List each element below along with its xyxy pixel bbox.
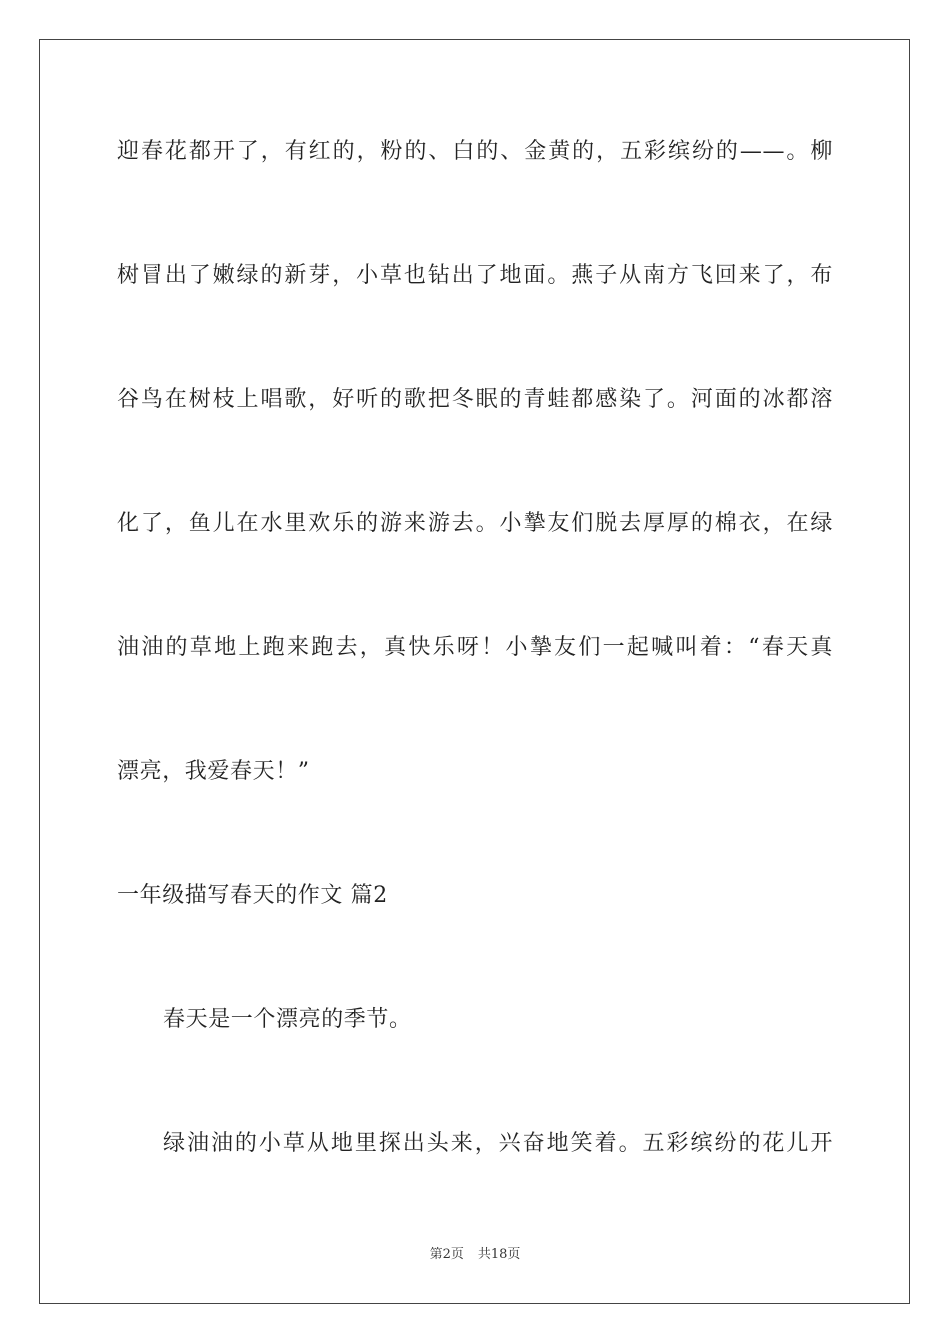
- page-footer: [0, 1246, 950, 1264]
- section-heading: 一年级描写春天的作文 篇2: [117, 883, 388, 908]
- paragraph-line: 谷鸟在树枝上唱歌，好听的歌把冬眠的青蛙都感染了。河面的冰都溶: [117, 387, 833, 412]
- paragraph-line: 油油的草地上跑来跑去，真快乐呀！小摯友们一起喊叫着：“春天真: [117, 635, 833, 660]
- paragraph-line: 化了，鱼儿在水里欢乐的游来游去。小摯友们脱去厚厚的棉衣，在绿: [117, 511, 833, 536]
- page-number: 第2页: [429, 1247, 464, 1262]
- paragraph-line: 漂亮，我爱春天！”: [117, 759, 310, 784]
- page-total: 共18页: [477, 1247, 521, 1262]
- paragraph-line: 绿油油的小草从地里探出头来，兴奋地笑着。五彩缤纷的花儿开: [163, 1131, 833, 1156]
- paragraph-line: 迎春花都开了，有红的，粉的、白的、金黄的，五彩缤纷的——。柳: [117, 139, 833, 164]
- paragraph-line: 春天是一个漂亮的季节。: [163, 1007, 412, 1032]
- paragraph-line: 树冒出了嫩绿的新芽，小草也钻出了地面。燕子从南方飞回来了，布: [117, 263, 833, 288]
- page-border: [39, 39, 910, 1304]
